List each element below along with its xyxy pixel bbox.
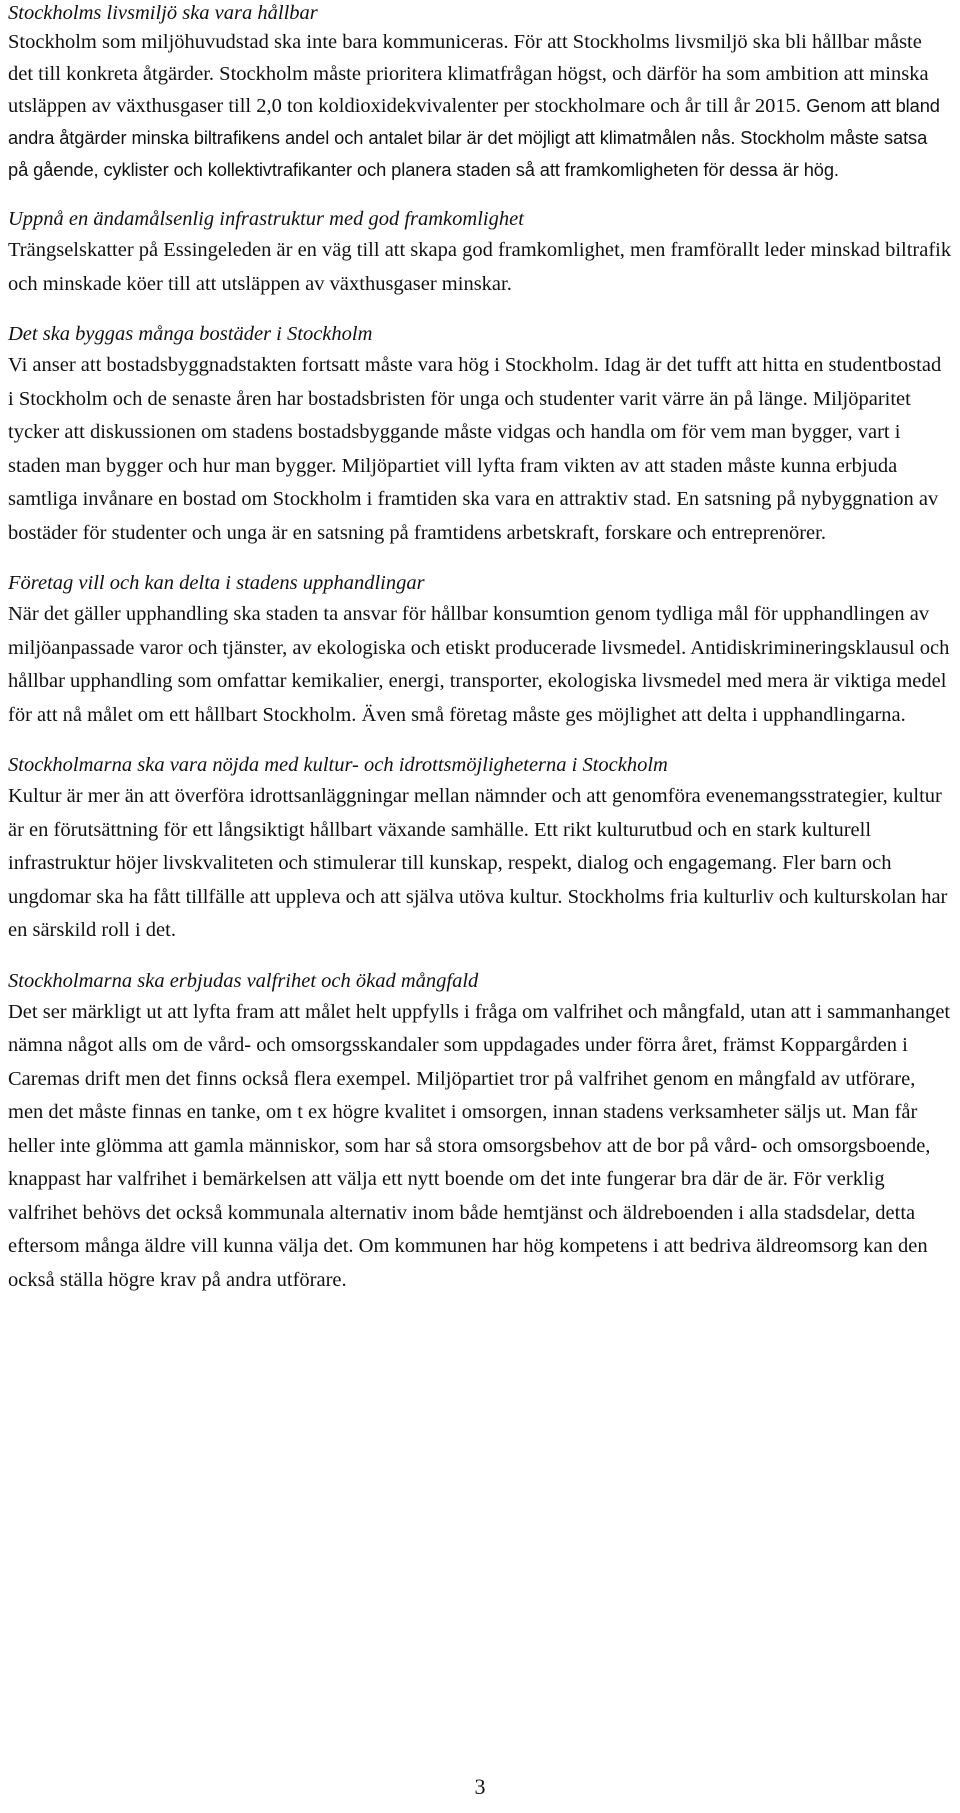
section-bostader <box>8 319 952 550</box>
section-heading: Stockholms livsmiljö ska vara hållbar <box>8 2 318 24</box>
body-text-sans: Genom att bland andra åtgärder minska biltrafikens andel och antalet bilar är det möjligt att klimatmålen nås. Stockholm måste satsa på gående, cyklister och kollektivtrafikanter och planera staden så att framkomligheten för dessa är hög. <box>8 95 940 180</box>
section-upphandling <box>8 568 952 732</box>
document-page <box>8 0 952 1315</box>
section-heading: Stockholmarna ska erbjudas valfrihet och ökad mångfald <box>8 969 479 992</box>
body-text-serif: Stockholm som miljöhuvudstad ska inte bara kommuniceras. För att Stockholms livsmiljö ska bli hållbar måste det till konkreta åtgärder. Stockholm måste prioritera klimatfrågan högst, och därför ha som ambition att minska utsläppen av växthusgaser till 2,0 ton koldioxidekvivalenter per stockholmare och år till år 2015. <box>8 31 929 117</box>
section-infrastruktur <box>8 204 952 301</box>
section-heading: Stockholmarna ska vara nöjda med kultur- och idrottsmöjligheterna i Stockholm <box>8 754 668 776</box>
section-heading: Uppnå en ändamålsenlig infrastruktur med god framkomlighet <box>8 208 524 230</box>
section-body: När det gäller upphandling ska staden ta ansvar för hållbar konsumtion genom tydliga mål för upphandlingen av miljöanpassade varor och tjänster, av ekologiska och etiskt producerade livsmedel. Antidiskrimineringsklausul och hållbar upphandling som omfattar kemikalier, energi, transporter, ekologiska livsmedel med mera är viktiga medel för att nå målet om ett hållbart Stockholm. Även små företag måste ges möjlighet att delta i upphandlingarna. <box>8 603 950 726</box>
page-number: 3 <box>474 1774 486 1799</box>
section-kultur <box>8 750 952 948</box>
section-body: Det ser märkligt ut att lyfta fram att målet helt uppfylls i fråga om valfrihet och mångfald, utan att i sammanhanget nämna något alls om de vård- och omsorgsskandaler som uppdagades under förra året, främst Koppargården i Caremas drift men det finns också flera exempel. Miljöpartiet tror på valfrihet genom en mångfald av utförare, men det måste finnas en tanke, om t ex högre kvalitet i omsorgen, innan stadens verksamheter säljs ut. Man får heller inte glömma att gamla människor, som har så stora omsorgsbehov att de bor på vård- och omsorgsboende, knappast har valfrihet i bemärkelsen att välja ett nytt boende om det inte fungerar bra där de är. För verklig valfrihet behövs det också kommunala alternativ inom både hemtjänst och äldreboenden i alla stadsdelar, detta eftersom många äldre vill kunna välja det. Om kommunen har hög kompetens i att bedriva äldreomsorg kan den också ställa högre krav på andra utförare. <box>8 1000 951 1291</box>
section-heading: Det ska byggas många bostäder i Stockholm <box>8 323 373 345</box>
section-body: Trängselskatter på Essingeleden är en väg till att skapa god framkomlighet, men framförallt leder minskad biltrafik och minskade köer till att utsläppen av växthusgaser minskar. <box>8 239 952 295</box>
section-livsmiljo <box>8 0 952 186</box>
section-body <box>8 26 952 186</box>
section-valfrihet <box>8 966 952 1298</box>
section-body: Kultur är mer än att överföra idrottsanläggningar mellan nämnder och att genomföra evenemangsstrategier, kultur är en förutsättning för ett långsiktigt hållbart växande samhälle. Ett rikt kulturutbud och en stark kulturell infrastruktur höjer livskvaliteten och stimulerar till kunskap, respekt, dialog och engagemang. Fler barn och ungdomar ska ha fått tillfälle att uppleva och att själva utöva kultur. Stockholms fria kulturliv och kulturskolan har en särskild roll i det. <box>8 785 948 941</box>
section-body: Vi anser att bostadsbyggnadstakten fortsatt måste vara hög i Stockholm. Idag är det tufft att hitta en studentbostad i Stockholm och de senaste åren har bostadsbristen för unga och studenter varit värre än på länge. Miljöparitet tycker att diskussionen om stadens bostadsbyggande måste vidgas och handla om för vem man bygger, vart i staden man bygger och hur man bygger. Miljöpartiet vill lyfta fram vikten av att staden måste kunna erbjuda samtliga invånare en bostad om Stockholm i framtiden ska vara en attraktiv stad. En satsning på nybyggnation av bostäder för studenter och unga är en satsning på framtidens arbetskraft, forskare och entreprenörer. <box>8 354 942 544</box>
section-heading: Företag vill och kan delta i stadens upphandlingar <box>8 572 425 594</box>
